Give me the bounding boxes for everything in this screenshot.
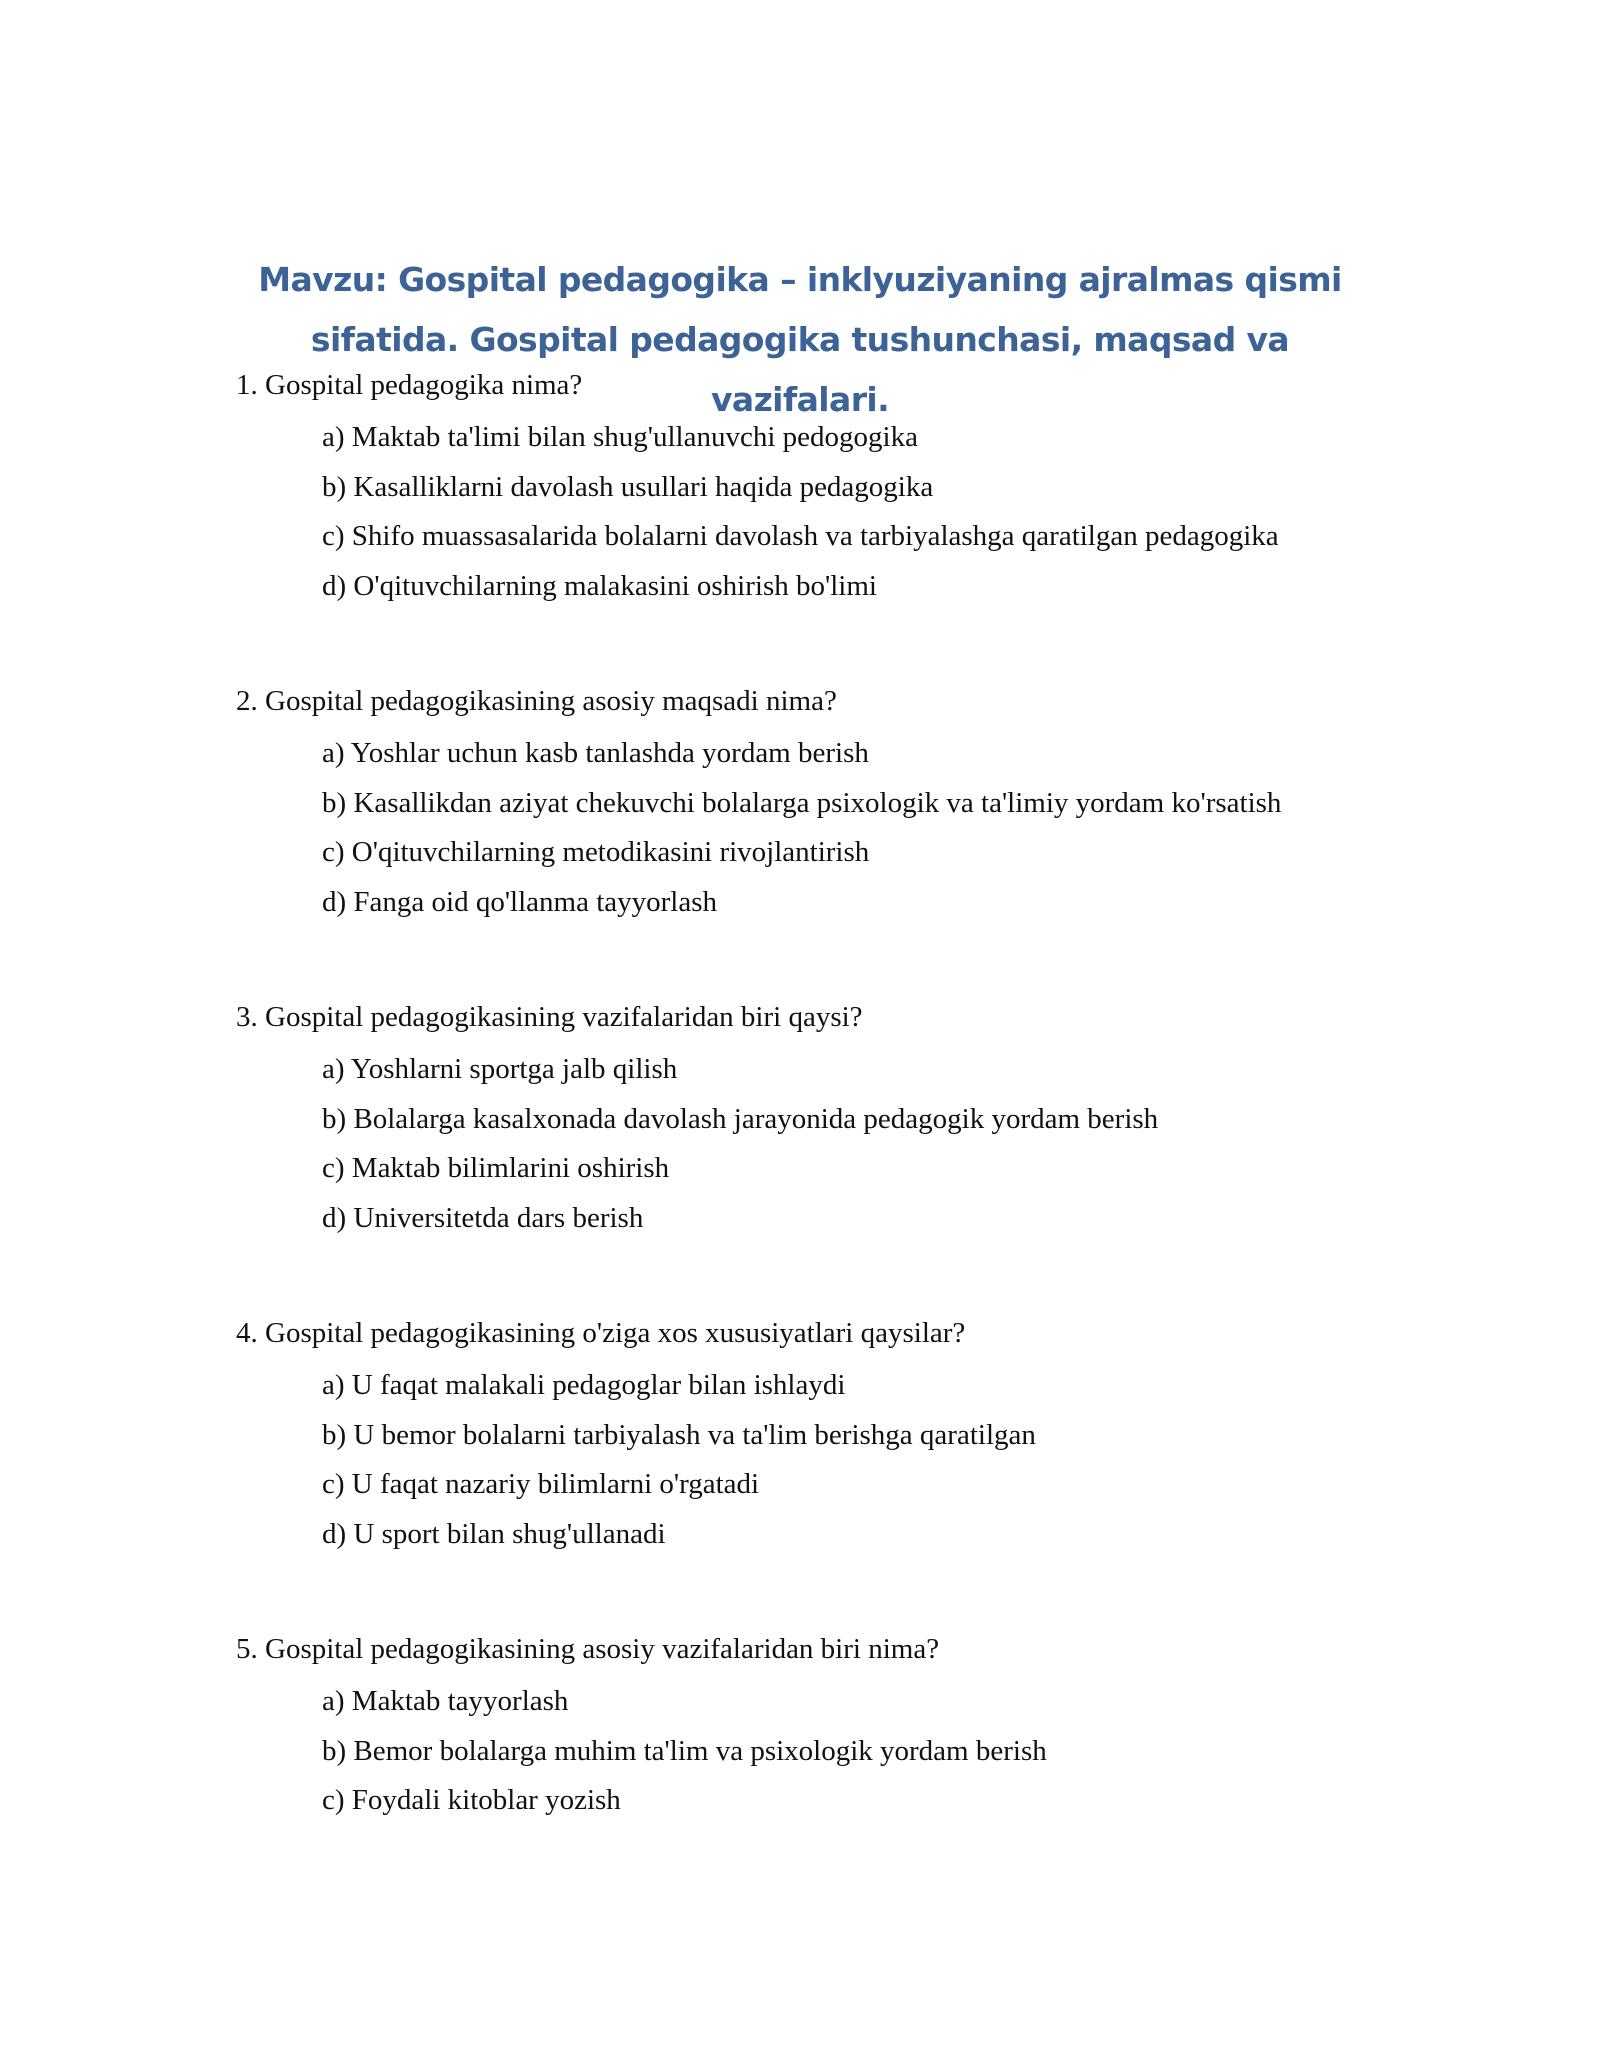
answer-option: c) U faqat nazariy bilimlarni o'rgatadi — [322, 1468, 760, 1500]
answer-option: d) Fanga oid qo'llanma tayyorlash — [322, 885, 718, 918]
answer-option: c) Foydali kitoblar yozish — [322, 1784, 621, 1816]
question-item — [236, 997, 1436, 1243]
title-line-1: Mavzu: Gospital pedagogika – inklyuziyaning ajralmas qismi — [258, 260, 1342, 299]
answer-options — [236, 1677, 1436, 1826]
question-item — [236, 1313, 1436, 1559]
answer-option: d) Universitetda dars berish — [322, 1201, 644, 1234]
answer-options — [236, 413, 1436, 611]
answer-option: d) U sport bilan shug'ullanadi — [322, 1517, 666, 1550]
question-list — [236, 365, 1436, 1896]
answer-option: c) Maktab bilimlarini oshirish — [322, 1152, 670, 1184]
answer-options — [236, 1361, 1436, 1559]
answer-option: a) Maktab tayyorlash — [322, 1685, 569, 1717]
answer-option: b) Kasalliklarni davolash usullari haqida pedagogika — [322, 470, 934, 503]
question-text: 3. Gospital pedagogikasining vazifalaridan biri qaysi? — [236, 1001, 863, 1033]
answer-option: c) O'qituvchilarning metodikasini rivojlantirish — [322, 836, 870, 868]
answer-option: b) Kasallikdan aziyat chekuvchi bolalarga psixologik va ta'limiy yordam ko'rsatish — [322, 786, 1282, 819]
answer-option: a) Maktab ta'limi bilan shug'ullanuvchi pedogogika — [322, 421, 918, 453]
answer-option: b) U bemor bolalarni tarbiyalash va ta'lim berishga qaratilgan — [322, 1418, 1036, 1451]
question-item — [236, 1629, 1436, 1826]
question-text: 1. Gospital pedagogika nima? — [236, 369, 583, 401]
answer-option: a) Yoshlar uchun kasb tanlashda yordam berish — [322, 737, 869, 769]
answer-option: d) O'qituvchilarning malakasini oshirish bo'limi — [322, 569, 877, 602]
answer-option: b) Bolalarga kasalxonada davolash jarayonida pedagogik yordam berish — [322, 1102, 1159, 1135]
answer-option: b) Bemor bolalarga muhim ta'lim va psixologik yordam berish — [322, 1734, 1047, 1767]
answer-options — [236, 729, 1436, 927]
answer-option: c) Shifo muassasalarida bolalarni davolash va tarbiyalashga qaratilgan pedagogika — [322, 520, 1279, 552]
question-text: 4. Gospital pedagogikasining o'ziga xos xususiyatlari qaysilar? — [236, 1317, 966, 1349]
question-text: 5. Gospital pedagogikasining asosiy vazifalaridan biri nima? — [236, 1633, 940, 1665]
answer-option: a) U faqat malakali pedagoglar bilan ishlaydi — [322, 1369, 846, 1401]
question-item — [236, 365, 1436, 611]
question-text: 2. Gospital pedagogikasining asosiy maqsadi nima? — [236, 685, 837, 717]
question-item — [236, 681, 1436, 927]
answer-option: a) Yoshlarni sportga jalb qilish — [322, 1053, 678, 1085]
answer-options — [236, 1045, 1436, 1243]
title-line-2: sifatida. Gospital pedagogika tushunchasi, maqsad va vazifalari. — [310, 320, 1290, 419]
